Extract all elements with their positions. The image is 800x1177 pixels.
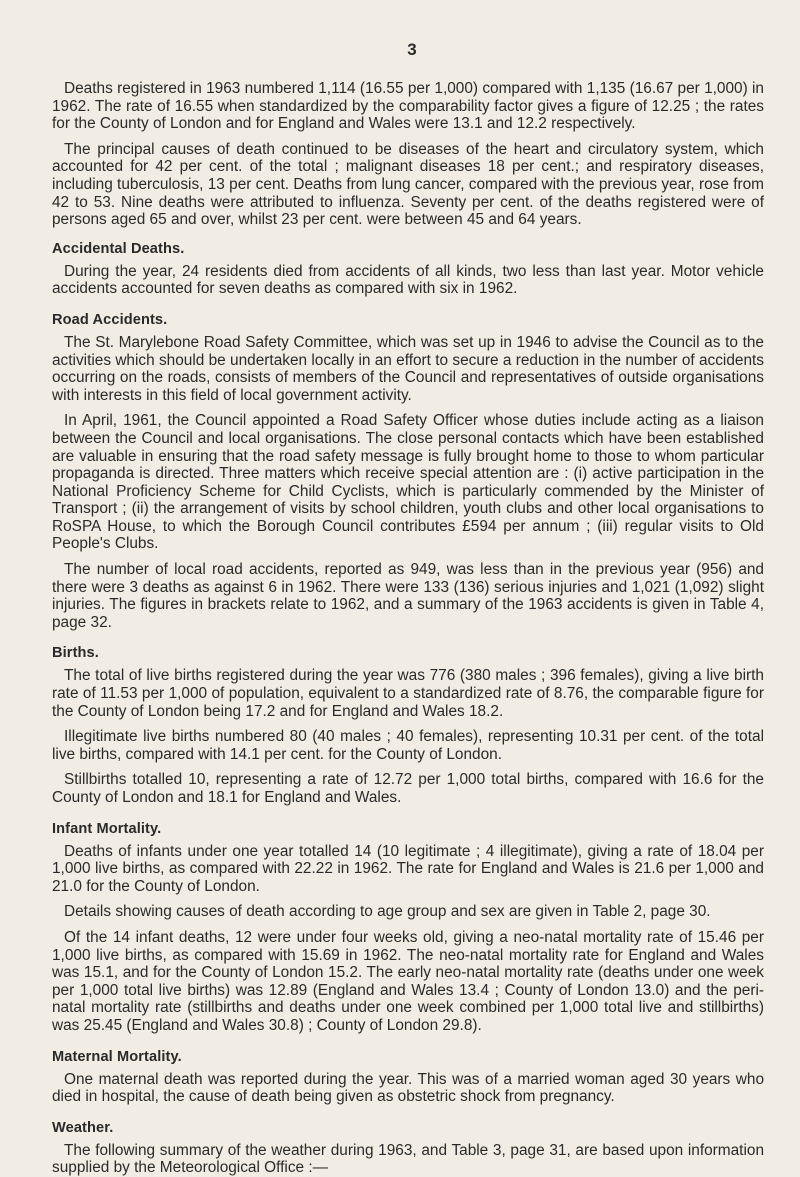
infant-mortality-paragraph-1: Deaths of infants under one year totalled 14 (10 legitimate ; 4 illegitimate), giving a rate of 18.04 per 1,000 live births, as compared with 22.22 in 1962. The rate for England and Wales is 21.6 per 1,000 and 21.0 for the County of London.: [52, 842, 764, 895]
weather-heading: Weather.: [52, 1119, 114, 1136]
road-accidents-paragraph-1: The St. Marylebone Road Safety Committee, which was set up in 1946 to advise the Council as to the activities which should be undertaken locally in an effort to secure a reduction in the number of accidents occurring on the roads, consists of members of the Council and representatives of outside organisations with interests in this field of local government activity.: [52, 333, 764, 404]
births-paragraph-2: Illegitimate live births numbered 80 (40 males ; 40 females), representing 10.31 per cent. of the total live births, compared with 14.1 per cent. for the County of London.: [52, 728, 764, 763]
intro-paragraph-2: The principal causes of death continued to be diseases of the heart and circulatory system, which accounted for 42 per cent. of the total ; malignant diseases 18 per cent.; and respiratory diseases, including tuberculosis, 13 per cent. Deaths from lung cancer, compared with the previous year, rose from 42 to 53. Nine deaths were attributed to influenza. Seventy per cent. of the deaths registered were of persons aged 65 and over, whilst 23 per cent. were between 45 and 64 years.: [52, 140, 764, 229]
maternal-mortality-paragraph-1: One maternal death was reported during the year. This was of a married woman aged 30 years who died in hospital, the cause of death being given as obstetric shock from pregnancy.: [52, 1070, 764, 1106]
maternal-mortality-heading: Maternal Mortality.: [52, 1048, 182, 1065]
road-accidents-heading: Road Accidents.: [52, 311, 168, 328]
weather-paragraph-1: The following summary of the weather during 1963, and Table 3, page 31, are based upon information supplied by the Meteorological Office :—: [52, 1141, 764, 1177]
page-number: 3: [407, 40, 417, 59]
accidental-deaths-heading: Accidental Deaths.: [52, 240, 185, 257]
infant-mortality-paragraph-3: Of the 14 infant deaths, 12 were under four weeks old, giving a neo-natal mortality rate of 15.46 per 1,000 live births, as compared with 15.69 in 1962. The neo-natal mortality rate for England and Wales was 15.1, and for the County of London 15.2. The early neo-natal mortality rate (deaths under one week per 1,000 total live births) was 12.89 (England and Wales 13.4 ; County of London 13.0) and the peri-natal mortality rate (stillbirths and deaths under one week combined per 1,000 total live and stillbirths) was 25.45 (England and Wales 30.8) ; County of London 29.8).: [52, 928, 764, 1034]
intro-paragraph-1: Deaths registered in 1963 numbered 1,114 (16.55 per 1,000) compared with 1,135 (16.67 per 1,000) in 1962. The rate of 16.55 when standardized by the comparability factor gives a figure of 12.25 ; the rates for the County of London and for England and Wales were 13.1 and 12.2 respectively.: [52, 80, 764, 133]
infant-mortality-heading: Infant Mortality.: [52, 820, 162, 837]
births-paragraph-1: The total of live births registered during the year was 776 (380 males ; 396 females), giving a live birth rate of 11.53 per 1,000 of population, equivalent to a standardized rate of 8.76, the comparable figure for the County of London being 17.2 and for England and Wales 18.2.: [52, 667, 764, 720]
births-paragraph-3: Stillbirths totalled 10, representing a rate of 12.72 per 1,000 total births, compared with 16.6 for the County of London and 18.1 for England and Wales.: [52, 771, 764, 806]
road-accidents-paragraph-3: The number of local road accidents, reported as 949, was less than in the previous year (956) and there were 3 deaths as against 6 in 1962. There were 133 (136) serious injuries and 1,021 (1,092) slight injuries. The figures in brackets relate to 1962, and a summary of the 1963 accidents is given in Table 4, page 32.: [52, 561, 764, 631]
road-accidents-paragraph-2: In April, 1961, the Council appointed a Road Safety Officer whose duties include acting as a liaison between the Council and local organisations. The close personal contacts which have been established are valuable in ensuring that the road safety message is fully brought home to those to whom particular propaganda is directed. Three matters which receive special attention are : (i) active participation in the National Proficiency Scheme for Child Cyclists, which is particularly commended by the Minister of Transport ; (ii) the arrangement of visits by school children, youth clubs and other local organisations to RoSPA House, to which the Borough Council contributes £594 per annum ; (iii) regular visits to Old People's Clubs.: [52, 412, 764, 553]
infant-mortality-paragraph-2: Details showing causes of death according to age group and sex are given in Table 2, page 30.: [64, 903, 711, 921]
births-heading: Births.: [52, 645, 99, 662]
accidental-deaths-paragraph-1: During the year, 24 residents died from accidents of all kinds, two less than last year. Motor vehicle accidents accounted for seven deaths as compared with six in 1962.: [52, 262, 764, 298]
